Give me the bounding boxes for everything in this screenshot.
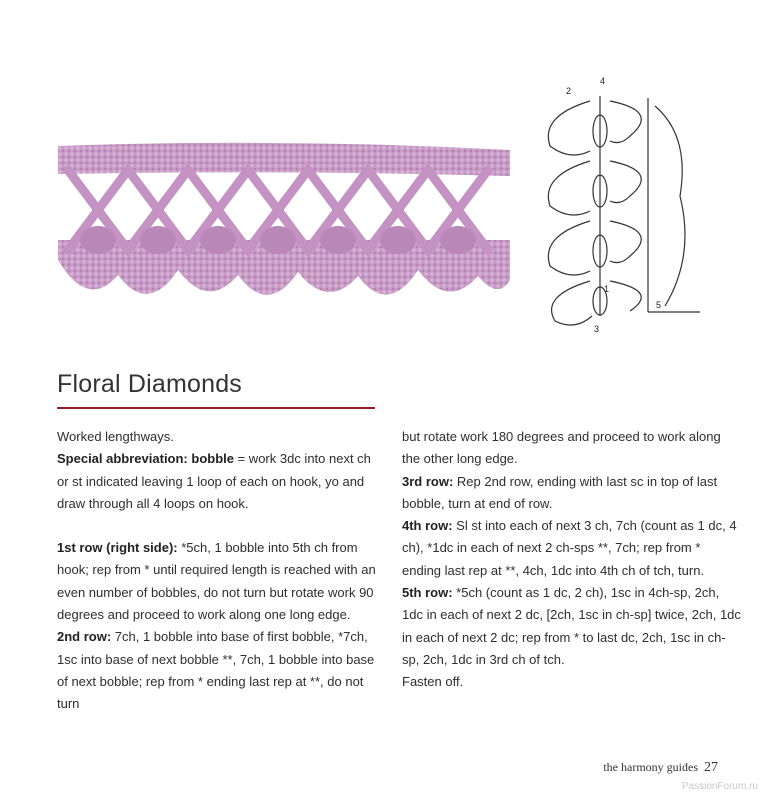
row2-paragraph [57, 626, 377, 715]
row4-text: Sl st into each of next 3 ch, 7ch (count as 1 dc, 4 ch), *1dc in each of next 2 ch-sps **, 7ch; rep from * ending last rep at **, 4ch, 1dc into 4th ch of tch, turn. [402, 518, 737, 578]
title-rule [57, 407, 375, 409]
chart-label-3: 3 [594, 324, 600, 334]
row2-continuation: but rotate work 180 degrees and proceed to work along the other long edge. [402, 429, 721, 467]
row3-text: Rep 2nd row, ending with last sc in top of last bobble, turn at end of row. [402, 473, 718, 511]
chart-label-2: 2 [566, 86, 572, 96]
guide-name: the harmony guides [603, 760, 698, 774]
watermark: PassionForum.ru [681, 781, 758, 792]
intro-line: Worked lengthways. [57, 429, 174, 444]
row3-label: 3rd row: [402, 473, 454, 489]
abbrev-label: Special abbreviation: bobble [57, 451, 234, 467]
chart-label-4: 4 [600, 76, 606, 86]
row1-label: 1st row (right side): [57, 540, 178, 556]
fasten-off-line: Fasten off. [402, 674, 464, 690]
page-number: 27 [704, 760, 718, 775]
instructions-left-column [57, 426, 377, 716]
row4-label: 4th row: [402, 518, 453, 534]
row2-label: 2nd row: [57, 629, 112, 645]
page-footer [603, 760, 718, 776]
instructions-right-column [402, 426, 742, 694]
chart-label-5: 5 [656, 300, 662, 310]
row5-paragraph [402, 582, 742, 671]
row5-text: *5ch (count as 1 dc, 2 ch), 1sc in 4ch-sp, 2ch, 1dc in each of next 2 dc, [2ch, 1sc in ch-sp] twice, 2ch, 1dc in each of next 2 dc; rep from * to last dc, 2ch, 1sc in ch-sp, 2ch, 1dc in 3rd ch of tch. [402, 585, 741, 667]
stitch-diagram [530, 76, 720, 338]
row2-text: 7ch, 1 bobble into base of first bobble, *7ch, 1sc into base of next bobble **, 7ch, 1 bobble into base of next bobble; rep from * ending last rep at **, do not turn [57, 629, 375, 712]
row1-paragraph [57, 537, 377, 626]
abbrev-paragraph [57, 448, 377, 515]
chart-label-1: 1 [604, 284, 610, 294]
abbrev-text: = work 3dc into next ch or st indicated leaving 1 loop of each on hook, yo and draw through all 4 loops on hook. [57, 451, 371, 511]
row3-paragraph [402, 471, 742, 516]
pattern-title: Floral Diamonds [57, 370, 243, 398]
row4-paragraph [402, 515, 742, 582]
row5-label: 5th row: [402, 585, 453, 601]
crochet-sample-photo [58, 140, 510, 316]
row1-text: *5ch, 1 bobble into 5th ch from hook; rep from * until required length is reached with an even number of bobbles, do not turn but rotate work 90 degrees and proceed to work along one long edge. [57, 540, 376, 623]
